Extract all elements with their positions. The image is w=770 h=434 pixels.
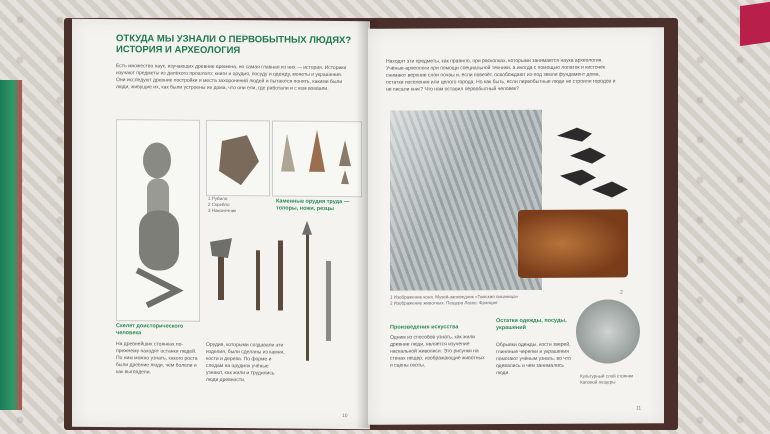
art-heading: Произведения искусства [390, 324, 459, 331]
adjacent-book-left [0, 80, 22, 410]
right-page [368, 27, 664, 425]
cave-painting-photo [518, 209, 628, 278]
tools-list-caption: 1 Рубило 2 Скребло 3 Наконечник [208, 195, 237, 214]
tools-caption-title: Каменные орудия труда — топоры, ножи, резцы [276, 198, 350, 212]
remains-text: Обрывки одежды, кости зверей, глиняные черепки и украшения помогают учёным узнать, во что одевались и чем занимались люди. [496, 341, 571, 377]
stone-axe-panel [206, 120, 270, 197]
figure-number-2: 2 [620, 289, 623, 296]
photos-caption: 1 Изображение коня. Музей-заповедник «Томская писаница» 2 Изображение животных. Пещера Ласко. Франция [390, 293, 519, 306]
page-title [116, 33, 356, 57]
art-text: Одним из способов узнать, как жили древние люди, является изучение наскальной живописи. Это рисунки на стенах пещер, изображающие животных и сцены охоты. [390, 334, 485, 369]
skeleton-text: На древнейших стоянках по-прежнему находят останки людей. По ним можно узнать, какого роста были древние люди, чем болели и как выглядели. [116, 341, 198, 376]
stone-axe-icon [207, 121, 269, 196]
intro-text: Есть множество наук, изучающих древние времена, но самая главная из них — история. Историки изучают предметы из далёкого прошлого: книги и орудия, посуду и одежду, монеты и украшения. Они исследуют древние постройки и места захоронений людей и пытаются понять, какими были люди, живущие их, как были устроены их дома, что они ели, где работали и с кем воевали. [116, 63, 347, 92]
circle-caption: Культурный слой стоянки Каповой пещеры [580, 373, 634, 385]
page-number-right: 11 [636, 405, 642, 412]
cultural-layer-photo [576, 299, 640, 363]
remains-heading: Остатки одежды, посуды, украшений [496, 317, 567, 332]
adjacent-book-right [740, 2, 770, 46]
arrowheads-icon [273, 121, 361, 196]
title-line-2: ИСТОРИЯ И АРХЕОЛОГИЯ [116, 44, 241, 57]
right-intro-text: Находят эти предметы, как правило, при раскопках, которыми занимается наука археология. Учёные-археологи при помощи специальной техники, а иногда с помощью лопаток и кисточек снимают верхние слои почвы и, если повезёт, освобождают из-под земли фундамент дома, остатки поселения или целого города. Но как быть, если первобытные люди не строили городов и не писали книг? Что нам оставил первобытный человек? [386, 57, 616, 93]
horse-drawings-illustration [552, 115, 632, 205]
title-line-1: ОТКУДА МЫ УЗНАЛИ О ПЕРВОБЫТНЫХ ЛЮДЯХ? [116, 33, 352, 47]
skeleton-heading: Скелет доисторического человека [116, 323, 184, 337]
skeleton-illustration [117, 120, 199, 321]
arrowheads-panel [272, 120, 362, 197]
tools-text: Орудия, которыми создавали эти изделия, были сделаны из камня, кости и дерева. По форме и следам на орудиях учёные узнают, как жили и трудились люди древности. [206, 341, 285, 384]
skeleton-panel [116, 119, 200, 322]
left-page [72, 19, 370, 430]
page-number-left: 10 [342, 413, 348, 420]
